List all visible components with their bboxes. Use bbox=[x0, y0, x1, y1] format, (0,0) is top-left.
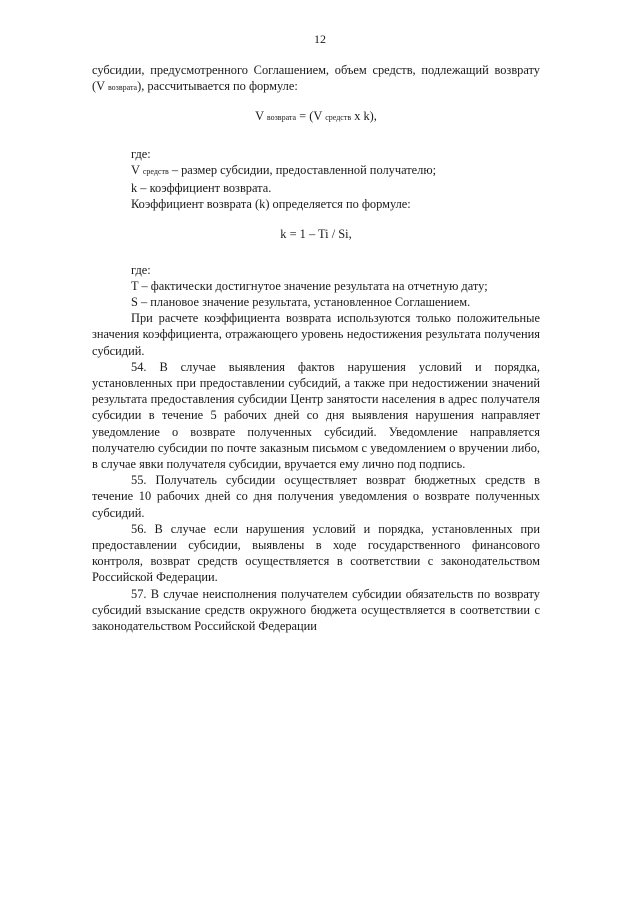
def-v-symbol: V bbox=[131, 162, 143, 177]
intro-line-2 bbox=[92, 78, 540, 96]
paragraph-56: 56. В случае если нарушения условий и порядка, установленных при предоставлении субсидии, выявлены в ходе государственного финансового контроля, возврат средств осуществляется в соответствии с законодательством Российской Федерации. bbox=[92, 521, 540, 585]
intro-v-subscript: возврата bbox=[107, 83, 138, 93]
formula1-v-subscript: возврата bbox=[266, 113, 297, 123]
formula-coefficient: k = 1 – Ti / Si, bbox=[280, 227, 352, 242]
formula1-rest: х k), bbox=[351, 109, 377, 124]
intro-text-1: субсидии, предусмотренного Соглашением, объем средств, подлежащий возврату bbox=[92, 63, 540, 77]
paragraph-calculation: При расчете коэффициента возврата используются только положительные значения коэффициента, отражающего уровень недостижения результата получения субсидий. bbox=[92, 311, 540, 358]
where-2: где: bbox=[131, 262, 151, 277]
paragraph-55: 55. Получатель субсидии осуществляет возврат бюджетных средств в течение 10 рабочих дней со дня получения уведомления о возврате полученных субсидий. bbox=[92, 473, 540, 520]
document-body bbox=[92, 62, 540, 634]
where-1: где: bbox=[131, 146, 151, 161]
def-v-subscript: средств bbox=[142, 166, 169, 176]
def-v-text: – размер субсидии, предоставленной получателю; bbox=[168, 162, 437, 177]
formula-return-volume bbox=[92, 108, 540, 126]
definition-s: S – плановое значение результата, установленное Соглашением. bbox=[131, 295, 471, 310]
definition-t: T – фактически достигнутое значение результата на отчетную дату; bbox=[131, 278, 488, 293]
page-number: 12 bbox=[314, 32, 326, 46]
definition-k: k – коэффициент возврата. bbox=[131, 181, 272, 196]
definition-v bbox=[92, 162, 540, 180]
paragraph-57: 57. В случае неисполнения получателем субсидии обязательств по возврату субсидий взыскание средств окружного бюджета осуществляется в соответствии с законодательством Российской Федерации bbox=[92, 586, 540, 634]
intro-line-1 bbox=[92, 62, 540, 78]
formula1-eq: = (V bbox=[296, 109, 326, 124]
formula1-s-subscript: средств bbox=[325, 113, 352, 123]
intro-v: (V bbox=[92, 79, 108, 94]
coefficient-text: Коэффициент возврата (k) определяется по формуле: bbox=[131, 197, 411, 212]
paragraph-54: 54. В случае выявления фактов нарушения условий и порядка, установленных при предоставлении субсидий, а также при недостижении значений результата предоставления субсидии Центр занятости населения в адрес получателя субсидии в течение 5 рабочих дней со дня выявления нарушения направляет уведомление о возврате полученных субсидий. Уведомление направляется получателю субсидии по почте заказным письмом с уведомлением о вручении либо, в случае явки получателя субсидии, вручается ему лично под подпись. bbox=[92, 359, 540, 472]
formula1-v: V bbox=[255, 109, 267, 124]
intro-text-2: ), рассчитывается по формуле: bbox=[137, 79, 298, 94]
